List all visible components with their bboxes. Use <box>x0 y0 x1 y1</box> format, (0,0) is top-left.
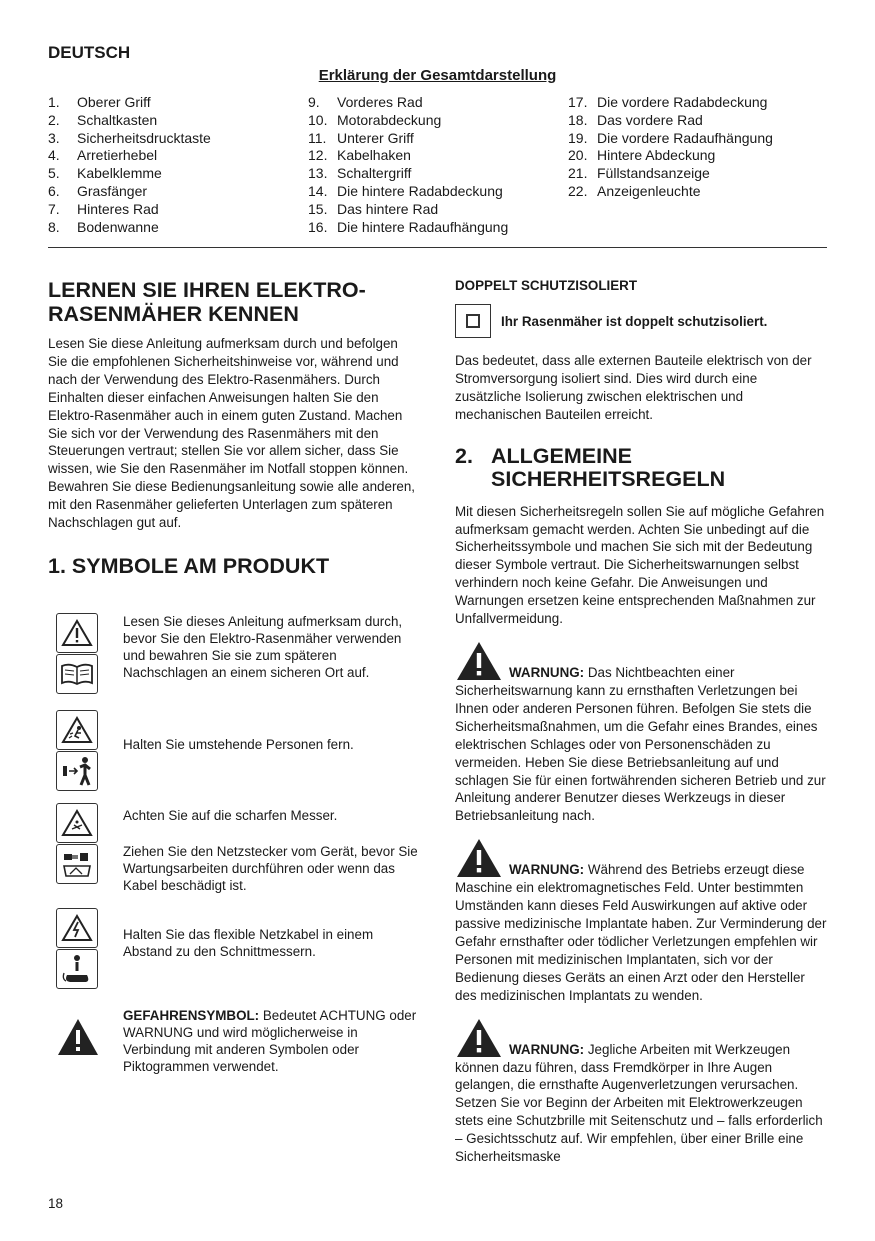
safety-body: Mit diesen Sicherheitsregeln sollen Sie auf mögliche Gefahren aufmerksam gemacht werden. Achten Sie unbedingt auf die Sicherheitssymbole und machen Sie sich mit der Bedeutung dieser Symbole vertraut. Die Sicherheitswarnungen selbst verhindern noch keine Gefahr. Die Anweisungen und Warnungen ersetzen keine entsprechenden Maßnahmen zur Unfallvermeidung. <box>455 503 825 627</box>
symbol-text-read-manual: Lesen Sie dieses Anleitung aufmerksam durch, bevor Sie den Elektro-Rasenmäher verwenden und bewahren Sie sie zum späteren Nachschlagen an einem sicheren Ort auf. <box>123 614 403 680</box>
keep-distance-icon <box>56 751 98 791</box>
symbol-text-cable: Halten Sie das flexible Netzkabel in einem Abstand zu den Schnittmessern. <box>123 927 374 959</box>
warning-triangle-icon <box>56 613 98 653</box>
warning-label: WARNUNG: <box>509 862 585 878</box>
warning-block-1 <box>455 640 827 825</box>
double-insulation-icon <box>455 304 491 338</box>
language-label: DEUTSCH <box>48 43 131 62</box>
legend-item: 7. Hinteres Rad <box>48 200 159 217</box>
legend-column-1 <box>48 94 211 236</box>
legend-item: 3. Sicherheitsdrucktaste <box>48 129 211 146</box>
unplug-icon <box>56 844 98 884</box>
legend-column-2 <box>308 94 508 236</box>
legend-item: 12. Kabelhaken <box>308 147 411 164</box>
symbol-text-unplug: Ziehen Sie den Netzstecker vom Gerät, bevor Sie Wartungsarbeiten durchführen oder wenn das Kabel beschädigt ist. <box>123 844 418 893</box>
warning-block-3 <box>455 1017 827 1166</box>
danger-label: GEFAHRENSYMBOL: <box>123 1008 260 1023</box>
warning-label: WARNUNG: <box>509 1041 585 1057</box>
legend-item: 4. Arretierhebel <box>48 147 158 164</box>
warning-text: Jegliche Arbeiten mit Werkzeugen können dazu führen, dass Fremdkörper in Ihre Augen gelangen, die ernsthafte Augenverletzungen verursachen. Setzen Sie vor Beginn der Arbeiten mit Elektrowerkzeugen stets eine Schutzbrille mit Seitenschutz und – falls erforderlich – Gesichtsschutz auf. Wir empfehlen, über einer Brille eine Sicherheitsmaske <box>455 1041 823 1165</box>
right-column <box>455 278 827 1166</box>
left-column <box>48 278 420 578</box>
legend-item: 18. Das vordere Rad <box>568 111 703 128</box>
legend-item: 19. Die vordere Radaufhängung <box>568 129 773 146</box>
double-insulation-badge <box>455 304 827 338</box>
cable-distance-icon <box>56 949 98 989</box>
warning-text: Während des Betriebs erzeugt diese Maschine ein elektromagnetisches Feld. Unter bestimmten Umständen kann dieses Feld Auswirkungen auf aktive oder passive medizinische Implantate haben. Zur Verminderung der Gefahr ernsthafter oder tödlicher Verletzungen empfehlen wir Personen mit medizinischen Implantaten, sich vor der Bedienung dieses Geräts an einen Arzt oder den Hersteller des medizinischen Implantats zu wenden. <box>455 862 827 1003</box>
symbol-text-blades: Achten Sie auf die scharfen Messer. <box>123 808 338 823</box>
legend-item: 17. Die vordere Radabdeckung <box>568 94 768 110</box>
safety-heading <box>455 445 827 491</box>
intro-heading <box>48 278 420 326</box>
warning-text: Das Nichtbeachten einer Sicherheitswarnung kann zu ernsthaften Verletzungen bei Ihnen oder anderen Personen führen. Befolgen Sie stets die Sicherheitsmaßnahmen, um die Gefahr eines Brandes, eines elektrischen Schlages oder von Personenschäden zu vermeiden. Heben Sie diese Betriebsanleitung auf und schlagen Sie für einen fortwährenden sicheren Betrieb und zur Anleitung anderer Benutzer dieses Werkzeugs in dieser Betriebsanleitung nach. <box>455 665 826 824</box>
symbol-text-bystanders: Halten Sie umstehende Personen fern. <box>123 737 354 752</box>
double-insulation-heading: DOPPELT SCHUTZISOLIERT <box>455 278 638 293</box>
double-insulation-body: Das bedeutet, dass alle externen Bauteile elektrisch von der Stromversorgung isoliert sind. Dies wird durch eine zusätzliche Isolierung zwischen elektrischen und mechanischen Bauteilen erreicht. <box>455 353 812 422</box>
legend-item: 14. Die hintere Radabdeckung <box>308 182 503 199</box>
legend-item: 1. Oberer Griff <box>48 94 151 110</box>
legend-item: 22. Anzeigenleuchte <box>568 182 701 199</box>
legend-item: 10. Motorabdeckung <box>308 111 442 128</box>
thrown-objects-icon <box>56 710 98 750</box>
legend-item: 6. Grasfänger <box>48 182 148 199</box>
section-divider <box>48 247 827 248</box>
legend-item: 11. Unterer Griff <box>308 129 414 146</box>
legend-item: 8. Bodenwanne <box>48 218 159 235</box>
legend-item: 20. Hintere Abdeckung <box>568 147 716 164</box>
symbols-heading: 1. SYMBOLE AM PRODUKT <box>48 553 330 578</box>
page-number: 18 <box>48 1196 64 1211</box>
safety-heading-line-1: ALLGEMEINE <box>491 443 632 468</box>
intro-heading-line-2: RASENMÄHER KENNEN <box>48 302 299 326</box>
danger-triangle-icon <box>56 1017 100 1057</box>
double-insulation-badge-text: Ihr Rasenmäher ist doppelt schutzisoliert. <box>501 313 768 329</box>
legend-item: 21. Füllstandsanzeige <box>568 165 710 182</box>
warning-label: WARNUNG: <box>509 665 585 681</box>
legend-item: 16. Die hintere Radaufhängung <box>308 218 509 235</box>
intro-body: Lesen Sie diese Anleitung aufmerksam durch und befolgen Sie die empfohlenen Sicherheitshinweise vor, während und nach der Verwendung des Elektro-Rasenmähers. Durch Einhalten dieser einfachen Anweisungen halten Sie den Elektro-Rasenmäher auch in einem guten Zustand. Machen Sie sich vor der Verwendung des Rasenmähers mit den Steuerungen vertraut; stellen Sie vor allem sicher, dass Sie wissen, wie Sie den Rasenmäher im Notfall stoppen können. Bewahren Sie diese Bedienungsanleitung sowie alle anderen, mit den Rasenmäher gelieferten Unterlagen zum späteren Nachschlagen gut auf. <box>48 336 416 531</box>
symbol-text-danger <box>123 1007 423 1075</box>
safety-heading-line-2: SICHERHEITSREGELN <box>491 466 726 491</box>
legend-item: 13. Schaltergriff <box>308 165 412 182</box>
legend-column-3 <box>568 94 773 201</box>
manual-book-icon <box>56 654 98 694</box>
warning-block-2 <box>455 837 827 1004</box>
intro-heading-line-1: LERNEN SIE IHREN ELEKTRO- <box>48 278 366 302</box>
legend-item: 5. Kabelklemme <box>48 165 162 182</box>
legend-item: 15. Das hintere Rad <box>308 200 439 217</box>
legend-item: 9. Vorderes Rad <box>308 94 423 110</box>
legend-item: 2. Schaltkasten <box>48 111 158 128</box>
warning-icon <box>455 1017 503 1059</box>
safety-heading-number: 2. <box>455 443 473 468</box>
sharp-blade-icon <box>56 803 98 843</box>
warning-icon <box>455 640 503 682</box>
danger-text: Bedeutet ACHTUNG oder WARNUNG und wird möglicherweise in Verbindung mit anderen Symbolen oder Piktogrammen verwendet. <box>123 1008 417 1074</box>
warning-icon <box>455 837 503 879</box>
electric-hazard-icon <box>56 908 98 948</box>
legend-title: Erklärung der Gesamtdarstellung <box>318 67 557 84</box>
